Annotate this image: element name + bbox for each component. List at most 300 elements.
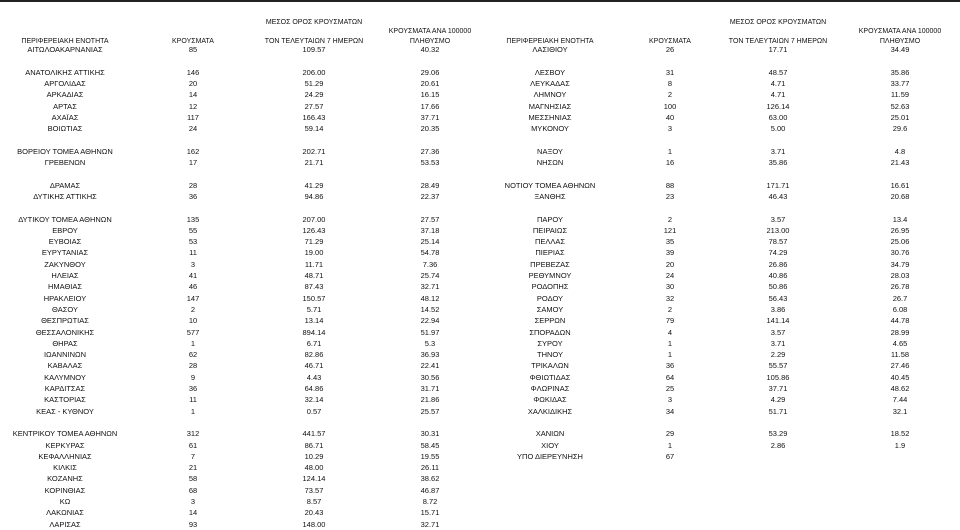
per100k-cell: 48.62 <box>890 384 910 393</box>
cases-cell: 55 <box>188 225 198 235</box>
avg-cell: 48.57 <box>768 67 788 77</box>
region-cell: ΔΥΤΙΚΟΥ ΤΟΜΕΑ ΑΘΗΝΩΝ <box>18 214 112 224</box>
avg-cell: 150.57 <box>302 293 326 303</box>
per100k-cell: 31.71 <box>420 384 440 393</box>
per100k-cell: 11.59 <box>890 90 910 100</box>
per100k-cell: 25.57 <box>420 406 440 416</box>
avg-cell: 74.29 <box>768 248 788 258</box>
avg-cell: 3.71 <box>770 146 786 156</box>
region-cell: ΒΟΡΕΙΟΥ ΤΟΜΕΑ ΑΘΗΝΩΝ <box>17 146 113 156</box>
region-cell: ΠΕΛΛΑΣ <box>534 237 566 247</box>
cases-cell: 23 <box>665 191 675 201</box>
per100k-cell: 1.9 <box>894 440 906 450</box>
per100k-cell: 20.35 <box>420 124 440 134</box>
per100k-cell: 13.4 <box>892 214 908 224</box>
region-cell: ΚΟΖΑΝΗΣ <box>47 474 83 484</box>
region-cell: ΚΙΛΚΙΣ <box>53 463 77 473</box>
avg-cell: 213.00 <box>766 225 790 235</box>
avg-cell: 46.43 <box>768 191 788 201</box>
cases-cell: 1 <box>667 440 673 450</box>
per100k-cell: 21.43 <box>890 158 910 167</box>
avg-cell: 41.29 <box>304 180 324 190</box>
per100k-cell: 35.86 <box>890 67 910 77</box>
region-cell: ΘΕΣΣΑΛΟΝΙΚΗΣ <box>35 327 95 337</box>
per100k-cell: 7.44 <box>892 395 908 405</box>
avg-cell: 171.71 <box>766 180 790 190</box>
per100k-cell: 53.53 <box>420 158 440 167</box>
avg-cell: 21.71 <box>304 158 324 167</box>
cases-cell: 3 <box>667 395 673 405</box>
cases-cell: 2 <box>667 214 673 224</box>
avg-cell: 3.71 <box>770 338 786 348</box>
region-cell: ΤΗΝΟΥ <box>536 350 563 360</box>
header-per100k-line1: ΚΡΟΥΣΜΑΤΑ ΑΝΑ 100000 <box>388 28 472 35</box>
region-cell: ΠΕΙΡΑΙΩΣ <box>532 225 568 235</box>
cases-cell: 146 <box>186 67 200 77</box>
avg-cell: 19.00 <box>304 248 324 258</box>
region-cell: ΙΩΑΝΝΙΝΩΝ <box>43 350 87 360</box>
per100k-cell: 27.36 <box>420 146 440 156</box>
avg-cell: 20.43 <box>304 508 324 518</box>
cases-cell: 20 <box>188 78 198 88</box>
per100k-cell: 7.36 <box>422 259 438 269</box>
region-cell: ΗΛΕΙΑΣ <box>51 271 79 280</box>
per100k-cell: 20.61 <box>420 78 440 88</box>
table-row <box>0 180 960 191</box>
region-cell: ΜΕΣΣΗΝΙΑΣ <box>528 112 572 122</box>
avg-cell: 48.00 <box>304 463 324 473</box>
per100k-cell: 58.45 <box>420 440 440 450</box>
region-cell: ΚΕΑΣ - ΚΥΘΝΟΥ <box>36 406 94 416</box>
cases-cell: 1 <box>190 338 196 348</box>
per100k-cell: 36.93 <box>420 350 440 360</box>
cases-cell: 1 <box>190 406 196 416</box>
region-cell: ΦΩΚΙΔΑΣ <box>533 395 567 405</box>
table-row <box>0 89 960 100</box>
cases-cell: 3 <box>667 124 673 134</box>
cases-cell: 36 <box>188 384 198 393</box>
table-row <box>0 101 960 112</box>
per100k-cell: 51.97 <box>420 327 440 337</box>
cases-cell: 3 <box>190 259 196 269</box>
header-avg-line1: ΜΕΣΟΣ ΟΡΟΣ ΚΡΟΥΣΜΑΤΩΝ <box>265 19 363 26</box>
table-row <box>0 259 960 270</box>
region-cell: ΚΑΡΔΙΤΣΑΣ <box>44 384 86 393</box>
cases-cell: 31 <box>665 67 675 77</box>
per100k-cell: 30.56 <box>420 372 440 382</box>
per100k-cell: 27.46 <box>890 361 910 371</box>
cases-cell: 10 <box>188 316 198 326</box>
avg-cell: 64.86 <box>304 384 324 393</box>
avg-cell: 13.14 <box>304 316 324 326</box>
avg-cell: 26.86 <box>768 259 788 269</box>
region-cell: ΕΥΒΟΙΑΣ <box>48 237 82 247</box>
cases-cell: 121 <box>663 225 677 235</box>
cases-cell: 68 <box>188 485 198 495</box>
avg-cell: 51.71 <box>768 406 788 416</box>
region-cell: ΑΝΑΤΟΛΙΚΗΣ ΑΤΤΙΚΗΣ <box>25 67 105 77</box>
avg-cell: 55.57 <box>768 361 788 371</box>
region-cell: ΖΑΚΥΝΘΟΥ <box>44 259 86 269</box>
table-row <box>0 440 960 451</box>
cases-cell: 4 <box>667 327 673 337</box>
region-cell: ΚΕΡΚΥΡΑΣ <box>45 440 85 450</box>
region-cell: ΛΑΚΩΝΙΑΣ <box>46 508 84 518</box>
region-cell: ΕΥΡΥΤΑΝΙΑΣ <box>41 248 89 258</box>
cases-cell: 39 <box>665 248 675 258</box>
per100k-cell: 44.78 <box>890 316 910 326</box>
avg-cell: 3.57 <box>770 327 786 337</box>
table-row <box>0 507 960 518</box>
cases-cell: 93 <box>188 519 198 529</box>
region-cell: ΡΟΔΟΥ <box>536 293 564 303</box>
cases-cell: 64 <box>665 372 675 382</box>
cases-cell: 67 <box>665 451 675 461</box>
avg-cell: 35.86 <box>768 158 788 167</box>
header-per100k-line1-right: ΚΡΟΥΣΜΑΤΑ ΑΝΑ 100000 <box>858 28 942 35</box>
cases-cell: 14 <box>188 508 198 518</box>
region-cell: ΞΑΝΘΗΣ <box>534 191 566 201</box>
cases-cell: 8 <box>667 78 673 88</box>
avg-cell: 126.14 <box>766 101 790 111</box>
avg-cell: 5.71 <box>306 304 322 314</box>
region-cell: ΗΡΑΚΛΕΙΟΥ <box>43 293 87 303</box>
avg-cell: 148.00 <box>302 519 326 529</box>
avg-cell: 4.71 <box>770 78 786 88</box>
per100k-cell: 30.76 <box>890 248 910 258</box>
region-cell: ΚΑΛΥΜΝΟΥ <box>44 372 86 382</box>
table-row <box>0 44 960 55</box>
region-cell: ΦΘΙΩΤΙΔΑΣ <box>529 372 571 382</box>
table-row <box>0 428 960 439</box>
header-per100k-line2: ΠΛΗΘΥΣΜΟ <box>409 38 451 45</box>
avg-cell: 141.14 <box>766 316 790 326</box>
table-row <box>0 236 960 247</box>
table-row <box>0 67 960 78</box>
region-cell: ΑΡΓΟΛΙΔΑΣ <box>44 78 86 88</box>
per100k-cell: 16.61 <box>890 180 910 190</box>
region-cell: ΑΡΤΑΣ <box>53 101 77 111</box>
header-cases-right: ΚΡΟΥΣΜΑΤΑ <box>649 38 691 45</box>
per100k-cell: 8.72 <box>422 497 438 506</box>
avg-cell: 166.43 <box>302 112 326 122</box>
avg-cell: 32.14 <box>304 395 324 405</box>
table-row <box>0 247 960 258</box>
per100k-cell: 38.62 <box>420 474 440 484</box>
region-cell: ΜΥΚΟΝΟΥ <box>531 124 569 134</box>
region-cell: ΒΟΙΩΤΙΑΣ <box>47 124 83 134</box>
avg-cell: 94.86 <box>304 191 324 201</box>
avg-cell: 50.86 <box>768 282 788 292</box>
table-row <box>0 225 960 236</box>
per100k-cell: 28.03 <box>890 271 910 280</box>
region-cell: ΣΥΡΟΥ <box>537 338 563 348</box>
table-row <box>0 315 960 326</box>
cases-cell: 25 <box>665 384 675 393</box>
table-row <box>0 451 960 462</box>
avg-cell: 202.71 <box>302 146 326 156</box>
per100k-cell: 19.55 <box>420 451 440 461</box>
region-cell: ΗΜΑΘΙΑΣ <box>47 282 83 292</box>
per100k-cell: 40.32 <box>420 45 440 54</box>
avg-cell: 87.43 <box>304 282 324 292</box>
header-region-right: ΠΕΡΙΦΕΡΕΙΑΚΗ ΕΝΟΤΗΤΑ <box>506 38 594 45</box>
region-cell: ΑΡΚΑΔΙΑΣ <box>46 90 84 100</box>
table-row <box>0 157 960 168</box>
per100k-cell: 28.99 <box>890 327 910 337</box>
cases-cell: 35 <box>665 237 675 247</box>
table-row <box>0 293 960 304</box>
per100k-cell: 46.87 <box>420 485 440 495</box>
region-cell: ΘΑΣΟΥ <box>52 304 78 314</box>
avg-cell: 6.71 <box>306 338 322 348</box>
per100k-cell: 16.15 <box>420 90 440 100</box>
cases-cell: 24 <box>665 271 675 280</box>
table-row <box>0 191 960 202</box>
avg-cell: 0.57 <box>306 406 322 416</box>
region-cell: ΛΑΣΙΘΙΟΥ <box>532 45 568 54</box>
region-cell: ΔΥΤΙΚΗΣ ΑΤΤΙΚΗΣ <box>33 191 97 201</box>
per100k-cell: 34.79 <box>890 259 910 269</box>
table-row <box>0 383 960 394</box>
avg-cell: 40.86 <box>768 271 788 280</box>
table-row <box>0 473 960 484</box>
cases-cell: 28 <box>188 180 198 190</box>
avg-cell: 207.00 <box>302 214 326 224</box>
table-row <box>0 112 960 123</box>
per100k-cell: 34.49 <box>890 45 910 54</box>
region-cell: ΣΕΡΡΩΝ <box>534 316 566 326</box>
per100k-cell: 17.66 <box>420 101 440 111</box>
avg-cell: 11.71 <box>304 259 324 269</box>
region-cell: ΘΕΣΠΡΩΤΙΑΣ <box>41 316 89 326</box>
cases-cell: 29 <box>665 429 675 439</box>
per100k-cell: 22.37 <box>420 191 440 201</box>
header-per100k-line2-right: ΠΛΗΘΥΣΜΟ <box>879 38 921 45</box>
region-cell: ΦΛΩΡΙΝΑΣ <box>530 384 570 393</box>
per100k-cell: 48.12 <box>420 293 440 303</box>
avg-cell: 3.86 <box>770 304 786 314</box>
avg-cell: 73.57 <box>304 485 324 495</box>
per100k-cell: 32.71 <box>420 282 440 292</box>
cases-cell: 2 <box>667 304 673 314</box>
per100k-cell: 30.31 <box>420 429 440 439</box>
avg-cell: 46.71 <box>304 361 324 371</box>
per100k-cell: 29.06 <box>420 67 440 77</box>
avg-cell: 126.43 <box>302 225 326 235</box>
per100k-cell: 25.06 <box>890 237 910 247</box>
cases-cell: 26 <box>665 45 675 54</box>
avg-cell: 53.29 <box>768 429 788 439</box>
per100k-cell: 14.52 <box>420 304 440 314</box>
table-row <box>0 360 960 371</box>
avg-cell: 109.57 <box>302 45 326 54</box>
per100k-cell: 18.52 <box>890 429 910 439</box>
region-cell: ΛΑΡΙΣΑΣ <box>49 519 81 529</box>
avg-cell: 441.57 <box>302 429 326 439</box>
per100k-cell: 37.18 <box>420 225 440 235</box>
region-cell: ΝΑΞΟΥ <box>537 146 563 156</box>
top-border <box>0 0 960 2</box>
region-cell: ΛΕΥΚΑΔΑΣ <box>530 78 570 88</box>
cases-cell: 312 <box>186 429 200 439</box>
avg-cell: 4.29 <box>770 395 786 405</box>
cases-cell: 2 <box>667 90 673 100</box>
per100k-cell: 5.3 <box>424 338 436 348</box>
per100k-cell: 11.58 <box>890 350 910 360</box>
cases-cell: 85 <box>188 45 198 54</box>
avg-cell: 59.14 <box>304 124 324 134</box>
avg-cell: 48.71 <box>304 271 324 280</box>
per100k-cell: 26.78 <box>890 282 910 292</box>
cases-cell: 41 <box>188 271 198 280</box>
per100k-cell: 32.71 <box>420 519 440 529</box>
region-cell: ΕΒΡΟΥ <box>52 225 78 235</box>
region-cell: ΠΡΕΒΕΖΑΣ <box>530 259 570 269</box>
cases-cell: 40 <box>665 112 675 122</box>
per100k-cell: 33.77 <box>890 78 910 88</box>
region-cell: ΣΠΟΡΑΔΩΝ <box>529 327 571 337</box>
avg-cell: 105.86 <box>766 372 790 382</box>
per100k-cell: 22.41 <box>420 361 440 371</box>
per100k-cell: 25.14 <box>420 237 440 247</box>
avg-cell: 5.00 <box>770 124 786 134</box>
table-row <box>0 406 960 417</box>
per100k-cell: 25.74 <box>420 271 440 280</box>
cases-cell: 1 <box>667 338 673 348</box>
avg-cell: 4.71 <box>770 90 786 100</box>
cases-cell: 28 <box>188 361 198 371</box>
region-cell: ΚΑΣΤΟΡΙΑΣ <box>44 395 86 405</box>
avg-cell: 2.86 <box>770 440 786 450</box>
cases-cell: 24 <box>188 124 198 134</box>
cases-cell: 53 <box>188 237 198 247</box>
table-row <box>0 214 960 225</box>
cases-cell: 30 <box>665 282 675 292</box>
cases-cell: 20 <box>665 259 675 269</box>
per100k-cell: 28.49 <box>420 180 440 190</box>
cases-cell: 14 <box>188 90 198 100</box>
region-cell: ΘΗΡΑΣ <box>52 338 78 348</box>
per100k-cell: 37.71 <box>420 112 440 122</box>
region-cell: ΚΕΦΑΛΛΗΝΙΑΣ <box>38 451 92 461</box>
avg-cell: 71.29 <box>304 237 324 247</box>
table-row <box>0 304 960 315</box>
per100k-cell: 32.1 <box>892 406 908 416</box>
cases-cell: 1 <box>667 146 673 156</box>
cases-cell: 62 <box>188 350 198 360</box>
header-avg-line2: ΤΟΝ ΤΕΛΕΥΤΑΙΩΝ 7 ΗΜΕΡΩΝ <box>264 38 364 45</box>
cases-cell: 117 <box>187 112 199 122</box>
region-cell: ΚΑΒΑΛΑΣ <box>47 361 83 371</box>
region-cell: ΧΑΛΚΙΔΙΚΗΣ <box>527 406 573 416</box>
table-row <box>0 462 960 473</box>
table-row <box>0 146 960 157</box>
region-cell: ΧΑΝΙΩΝ <box>535 429 565 439</box>
avg-cell: 10.29 <box>304 451 324 461</box>
cases-cell: 58 <box>188 474 198 484</box>
region-cell: ΛΗΜΝΟΥ <box>533 90 567 100</box>
per100k-cell: 20.68 <box>890 191 910 201</box>
cases-cell: 88 <box>665 180 675 190</box>
avg-cell: 124.14 <box>302 474 326 484</box>
region-cell: ΚΕΝΤΡΙΚΟΥ ΤΟΜΕΑ ΑΘΗΝΩΝ <box>12 429 118 439</box>
region-cell: ΚΟΡΙΝΘΙΑΣ <box>44 485 86 495</box>
cases-cell: 36 <box>188 191 198 201</box>
cases-cell: 9 <box>190 372 196 382</box>
cases-cell: 577 <box>186 327 200 337</box>
avg-cell: 894.14 <box>302 327 326 337</box>
avg-cell: 37.71 <box>768 384 788 393</box>
per100k-cell: 21.86 <box>420 395 440 405</box>
table-row <box>0 394 960 405</box>
header-avg-line2-right: ΤΟΝ ΤΕΛΕΥΤΑΙΩΝ 7 ΗΜΕΡΩΝ <box>728 38 828 45</box>
region-cell: ΑΙΤΩΛΟΑΚΑΡΝΑΝΙΑΣ <box>27 45 103 54</box>
table-row <box>0 519 960 530</box>
region-cell: ΠΑΡΟΥ <box>536 214 563 224</box>
per100k-cell: 54.78 <box>420 248 440 258</box>
avg-cell: 17.71 <box>768 45 788 54</box>
region-cell: ΛΕΣΒΟΥ <box>534 67 566 77</box>
cases-cell: 135 <box>186 214 200 224</box>
cases-cell: 100 <box>663 101 677 111</box>
region-cell: ΔΡΑΜΑΣ <box>49 180 81 190</box>
region-cell: ΧΙΟΥ <box>541 440 559 450</box>
cases-cell: 147 <box>186 293 200 303</box>
header-avg-line1-right: ΜΕΣΟΣ ΟΡΟΣ ΚΡΟΥΣΜΑΤΩΝ <box>729 19 827 26</box>
cases-cell: 16 <box>665 158 675 167</box>
cases-cell: 162 <box>186 146 200 156</box>
cases-cell: 17 <box>188 158 198 167</box>
per100k-cell: 27.57 <box>420 214 440 224</box>
cases-cell: 46 <box>188 282 198 292</box>
per100k-cell: 4.8 <box>894 146 906 156</box>
cases-cell: 12 <box>188 101 198 111</box>
region-cell: ΡΟΔΟΠΗΣ <box>531 282 569 292</box>
cases-cell: 61 <box>188 440 198 450</box>
table-row <box>0 349 960 360</box>
table-row <box>0 338 960 349</box>
per100k-cell: 4.65 <box>892 338 908 348</box>
region-cell: ΠΙΕΡΙΑΣ <box>535 248 565 258</box>
region-cell: ΡΕΘΥΜΝΟΥ <box>528 271 572 280</box>
cases-cell: 2 <box>190 304 196 314</box>
avg-cell: 27.57 <box>304 101 324 111</box>
cases-cell: 34 <box>665 406 675 416</box>
region-cell: ΜΑΓΝΗΣΙΑΣ <box>528 101 572 111</box>
region-cell: ΤΡΙΚΑΛΩΝ <box>531 361 569 371</box>
table-row <box>0 372 960 383</box>
region-cell: ΝΗΣΩΝ <box>536 158 564 167</box>
cases-cell: 3 <box>190 497 196 506</box>
avg-cell: 56.43 <box>768 293 788 303</box>
per100k-cell: 22.94 <box>420 316 440 326</box>
region-cell: ΥΠΟ ΔΙΕΡΕΥΝΗΣΗ <box>517 451 583 461</box>
per100k-cell: 29.6 <box>892 124 908 134</box>
cases-cell: 7 <box>190 451 196 461</box>
cases-cell: 32 <box>665 293 675 303</box>
per100k-cell: 40.45 <box>890 372 910 382</box>
region-cell: ΓΡΕΒΕΝΩΝ <box>44 158 86 167</box>
avg-cell: 8.57 <box>306 497 322 506</box>
table-row <box>0 78 960 89</box>
region-cell: ΚΩ <box>59 497 71 506</box>
cases-cell: 21 <box>188 463 198 473</box>
cases-cell: 11 <box>189 248 197 258</box>
table-row <box>0 281 960 292</box>
table-row <box>0 123 960 134</box>
avg-cell: 63.00 <box>768 112 788 122</box>
